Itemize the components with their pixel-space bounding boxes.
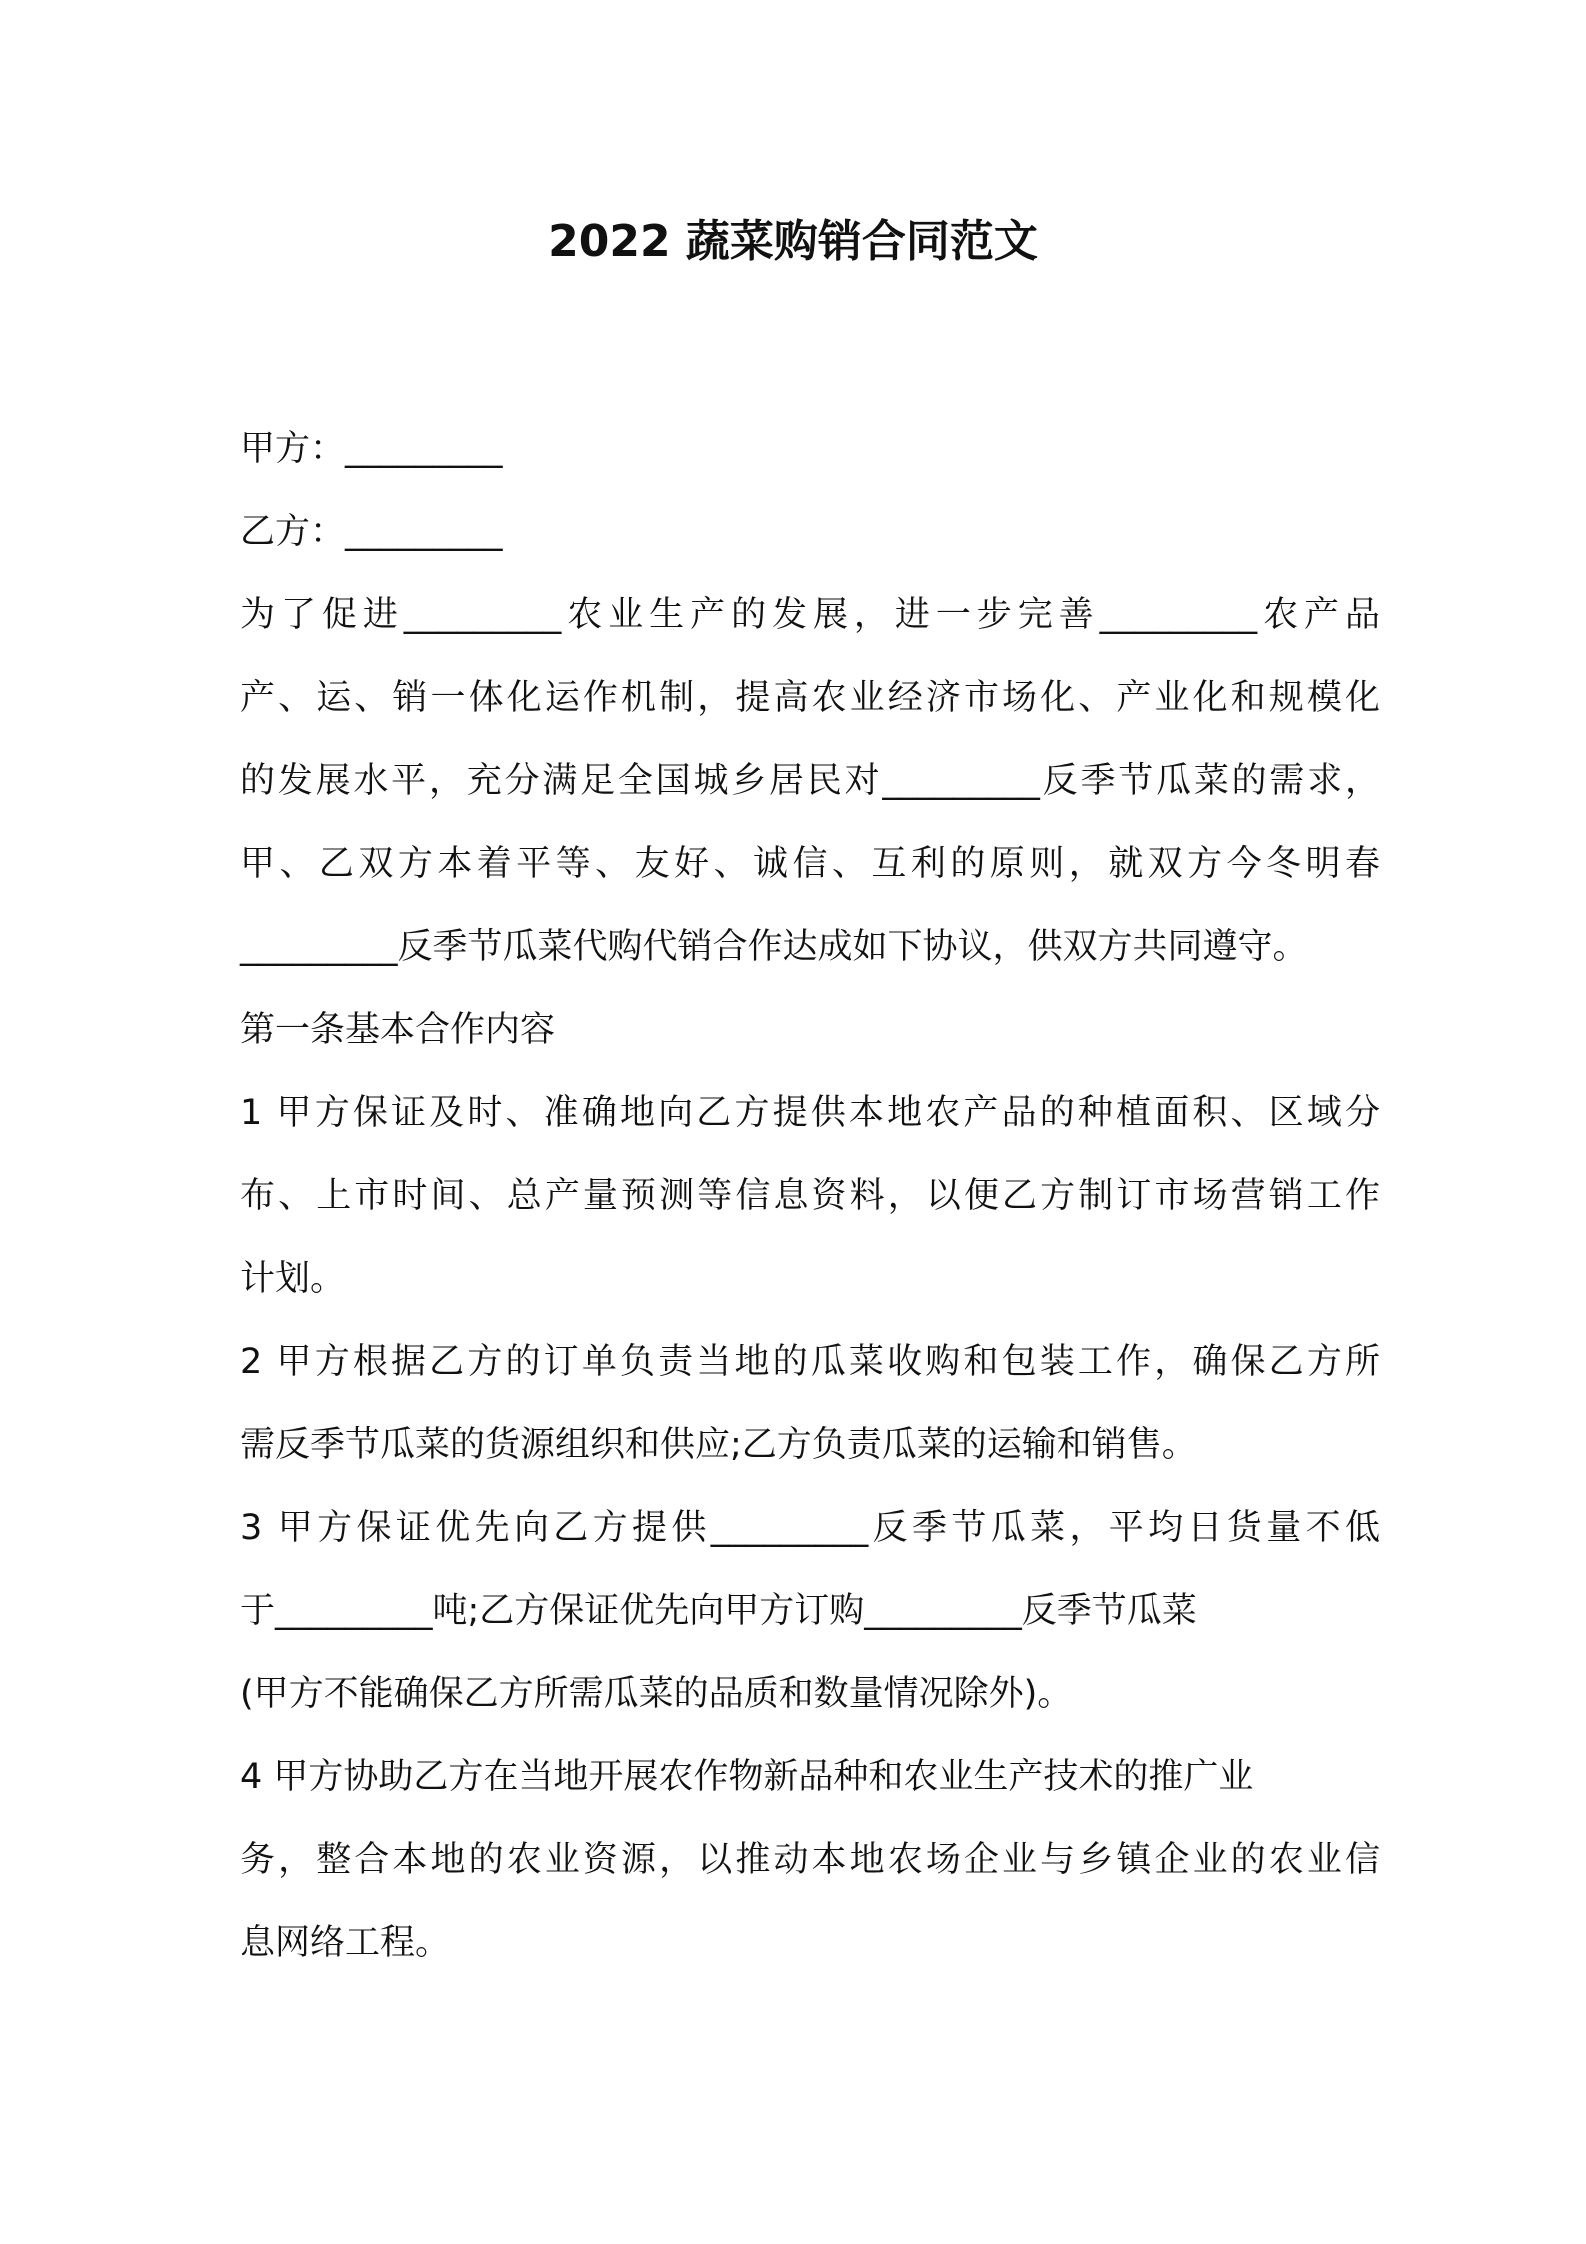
document-title: 2022 蔬菜购销合同范文 (548, 216, 1038, 267)
clause-4-line: 息网络工程。 (240, 1923, 451, 1963)
clause-2-line: 需反季节瓜菜的货源组织和供应;乙方负责瓜菜的运输和销售。 (240, 1425, 1197, 1465)
clause-3-line: 3 甲方保证优先向乙方提供_________反季节瓜菜，平均日货量不低 (240, 1508, 1380, 1548)
clause-3-line: 于_________吨;乙方保证优先向甲方订购_________反季节瓜菜 (240, 1591, 1197, 1631)
clause-1-line: 1 甲方保证及时、准确地向乙方提供本地农产品的种植面积、区域分 (240, 1093, 1380, 1133)
clause-4-line: 务，整合本地的农业资源，以推动本地农场企业与乡镇企业的农业信 (240, 1840, 1380, 1880)
clause-1-line: 计划。 (240, 1259, 346, 1299)
preamble-line: 产、运、销一体化运作机制，提高农业经济市场化、产业化和规模化 (240, 678, 1380, 718)
clause-1-line: 布、上市时间、总产量预测等信息资料，以便乙方制订市场营销工作 (240, 1176, 1380, 1216)
preamble-line: 为了促进_________农业生产的发展，进一步完善_________农产品 (240, 595, 1380, 635)
contract-body (240, 408, 1380, 1985)
party-a-line: 甲方：_________ (240, 429, 503, 469)
preamble-line: 的发展水平，充分满足全国城乡居民对_________反季节瓜菜的需求， (240, 761, 1380, 801)
preamble-line: 甲、乙双方本着平等、友好、诚信、互利的原则，就双方今冬明春 (240, 844, 1380, 884)
party-b-line: 乙方：_________ (240, 512, 503, 552)
clause-3-line: (甲方不能确保乙方所需瓜菜的品质和数量情况除外)。 (240, 1674, 1073, 1714)
clause-4-line: 4 甲方协助乙方在当地开展农作物新品种和农业生产技术的推广业 (240, 1757, 1254, 1797)
preamble-line: _________反季节瓜菜代购代销合作达成如下协议，供双方共同遵守。 (240, 927, 1308, 967)
article-heading: 第一条基本合作内容 (240, 1010, 556, 1050)
clause-2-line: 2 甲方根据乙方的订单负责当地的瓜菜收购和包装工作，确保乙方所 (240, 1342, 1380, 1382)
